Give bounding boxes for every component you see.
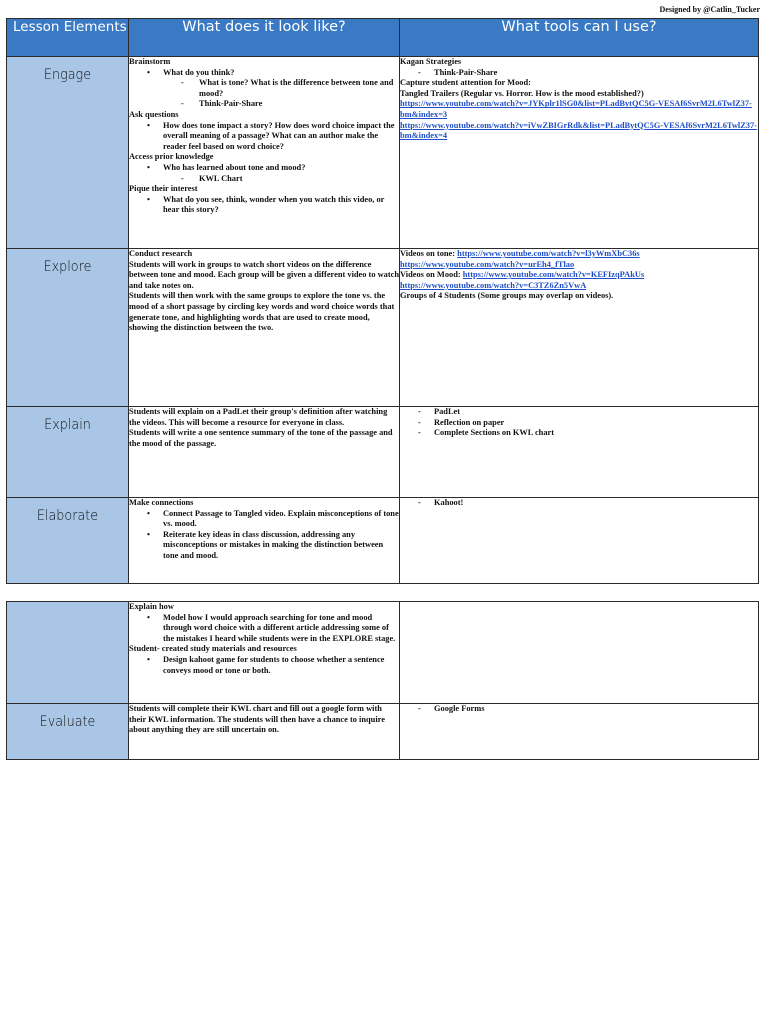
- elaborate-row: [7, 498, 759, 584]
- prior-knowledge-heading: Access prior knowledge: [129, 152, 214, 162]
- evaluate-paragraph: Students will complete their KWL chart and fill out a google form with their KWL information. The students will then have a chance to inquire about anything they are still uncertain on.: [129, 704, 385, 735]
- pique-interest-bullet: • What do you see, think, wonder when you watch this video, or hear this story?: [129, 195, 399, 216]
- evaluate-tool-item: - Google Forms: [400, 704, 758, 715]
- explain-element-cell: [7, 407, 129, 498]
- designer-credit: Designed by @Catlin_Tucker: [659, 5, 760, 14]
- connections-bullet: • Connect Passage to Tangled video. Explain misconceptions of tone vs. mood.: [129, 509, 399, 530]
- study-materials-heading: Student- created study materials and resources: [129, 644, 297, 654]
- engage-row: [7, 57, 759, 249]
- pique-interest-heading: Pique their interest: [129, 184, 198, 194]
- lesson-plan-table-continued: [6, 601, 759, 760]
- groups-text: Groups of 4 Students (Some groups may overlap on videos).: [400, 291, 614, 301]
- explain-tool-item: - PadLet: [400, 407, 758, 418]
- kagan-sub-item: - Think-Pair-Share: [400, 68, 758, 79]
- header-lesson-elements: Lesson Elements: [7, 19, 129, 57]
- mood-video-link-2[interactable]: https://www.youtube.com/watch?v=C3TZ6Zn5VwA: [400, 280, 587, 290]
- explore-paragraph-1: Students will work in groups to watch short videos on the difference between tone and mood. Each group will be given a different video to watch and take notes on.: [129, 259, 400, 290]
- tone-videos-line: [400, 249, 758, 260]
- ask-questions-heading: Ask questions: [129, 109, 179, 119]
- brainstorm-bullet: • What do you think?: [129, 68, 399, 79]
- lesson-plan-table: [6, 18, 759, 584]
- explain-tools-cell: [400, 407, 759, 498]
- explore-looks-cell: [129, 249, 400, 407]
- elaborate-tool-item: - Kahoot!: [400, 498, 758, 509]
- header-row: [7, 19, 759, 57]
- explore-paragraph-2: Students will then work with the same groups to explore the tone vs. the mood of a short passage by circling key words and word choice words that generate tone, and highlighting words that are used to create mood, showing the distinction between the two.: [129, 291, 395, 333]
- explain-tool-item: - Reflection on paper: [400, 418, 758, 429]
- elaborate-continued-looks-cell: [129, 602, 400, 704]
- prior-knowledge-bullet: • Who has learned about tone and mood?: [129, 163, 399, 174]
- engage-element-cell: [7, 57, 129, 249]
- evaluate-looks-cell: [129, 704, 400, 760]
- header-tools: What tools can I use?: [400, 19, 759, 57]
- tone-video-link-1[interactable]: https://www.youtube.com/watch?v=l3yWmXbC36s: [457, 249, 640, 258]
- tangled-trailers-text: Tangled Trailers (Regular vs. Horror. How is the mood established?): [400, 88, 644, 98]
- mood-videos-line: [400, 270, 758, 281]
- mood-videos-label: Videos on Mood:: [400, 270, 463, 280]
- explain-label: Explain: [44, 417, 91, 433]
- trailer-link-2[interactable]: https://www.youtube.com/watch?v=iVwZBIGrRdk&list=PLadBytQC5G-VESAf6SvrM2L6TwlZ37-bm&index=4: [400, 120, 757, 141]
- engage-label: Engage: [43, 67, 92, 83]
- engage-looks-cell: [129, 57, 400, 249]
- evaluate-row: [7, 704, 759, 760]
- explain-tool-item: - Complete Sections on KWL chart: [400, 428, 758, 439]
- research-heading: Conduct research: [129, 249, 193, 258]
- header-what-it-looks-like: What does it look like?: [129, 19, 400, 57]
- tone-videos-label: Videos on tone:: [400, 249, 458, 258]
- evaluate-element-cell: [7, 704, 129, 760]
- evaluate-tools-cell: [400, 704, 759, 760]
- tone-video-link-2[interactable]: https://www.youtube.com/watch?v=urEh4_fTlao: [400, 259, 575, 269]
- evaluate-label: Evaluate: [39, 714, 96, 730]
- elaborate-element-cell: [7, 498, 129, 584]
- elaborate-continued-tools-cell: [400, 602, 759, 704]
- elaborate-looks-cell: [129, 498, 400, 584]
- mood-video-link-1[interactable]: https://www.youtube.com/watch?v=KEFIzqPAkUs: [462, 270, 645, 280]
- explain-how-bullet: • Model how I would approach searching for tone and mood through word choice with a different article addressing some of the mistakes I heard while students were in the EXPLORE stage.: [129, 613, 399, 645]
- brainstorm-sub-item: - What is tone? What is the difference between tone and mood?: [129, 78, 399, 99]
- connections-bullet: • Reiterate key ideas in class discussion, addressing any misconceptions or mistakes in making the distinction between tone and mood.: [129, 530, 399, 562]
- explain-paragraph-1: Students will explain on a PadLet their group's definition after watching the videos. This will become a resource for everyone in class.: [129, 407, 388, 427]
- explore-tools-cell: [400, 249, 759, 407]
- elaborate-continued-row: [7, 602, 759, 704]
- explore-label: Explore: [43, 259, 92, 275]
- capture-attention-text: Capture student attention for Mood:: [400, 78, 531, 88]
- explain-how-heading: Explain how: [129, 602, 174, 611]
- prior-knowledge-sub-item: - KWL Chart: [129, 174, 399, 185]
- explore-row: [7, 249, 759, 407]
- trailer-link-1[interactable]: https://www.youtube.com/watch?v=JYKplr1lSG0&list=PLadBytQC5G-VESAf6SvrM2L6TwlZ37-bm&index=3: [400, 99, 752, 119]
- elaborate-tools-cell: [400, 498, 759, 584]
- kagan-heading: Kagan Strategies: [400, 57, 462, 66]
- explain-row: [7, 407, 759, 498]
- connections-heading: Make connections: [129, 498, 194, 507]
- explore-element-cell: [7, 249, 129, 407]
- explain-paragraph-2: Students will write a one sentence summary of the tone of the passage and the mood of the passage.: [129, 428, 393, 448]
- engage-tools-cell: [400, 57, 759, 249]
- explain-looks-cell: [129, 407, 400, 498]
- ask-questions-bullet: • How does tone impact a story? How does word choice impact the overall meaning of a passage? What can an author make the reader feel based on word choice?: [129, 121, 399, 153]
- brainstorm-heading: Brainstorm: [129, 57, 171, 66]
- brainstorm-sub-item: - Think-Pair-Share: [129, 99, 399, 110]
- elaborate-continued-element-cell: [7, 602, 129, 704]
- elaborate-label: Elaborate: [36, 508, 99, 524]
- study-materials-bullet: • Design kahoot game for students to choose whether a sentence conveys mood or tone or both.: [129, 655, 399, 676]
